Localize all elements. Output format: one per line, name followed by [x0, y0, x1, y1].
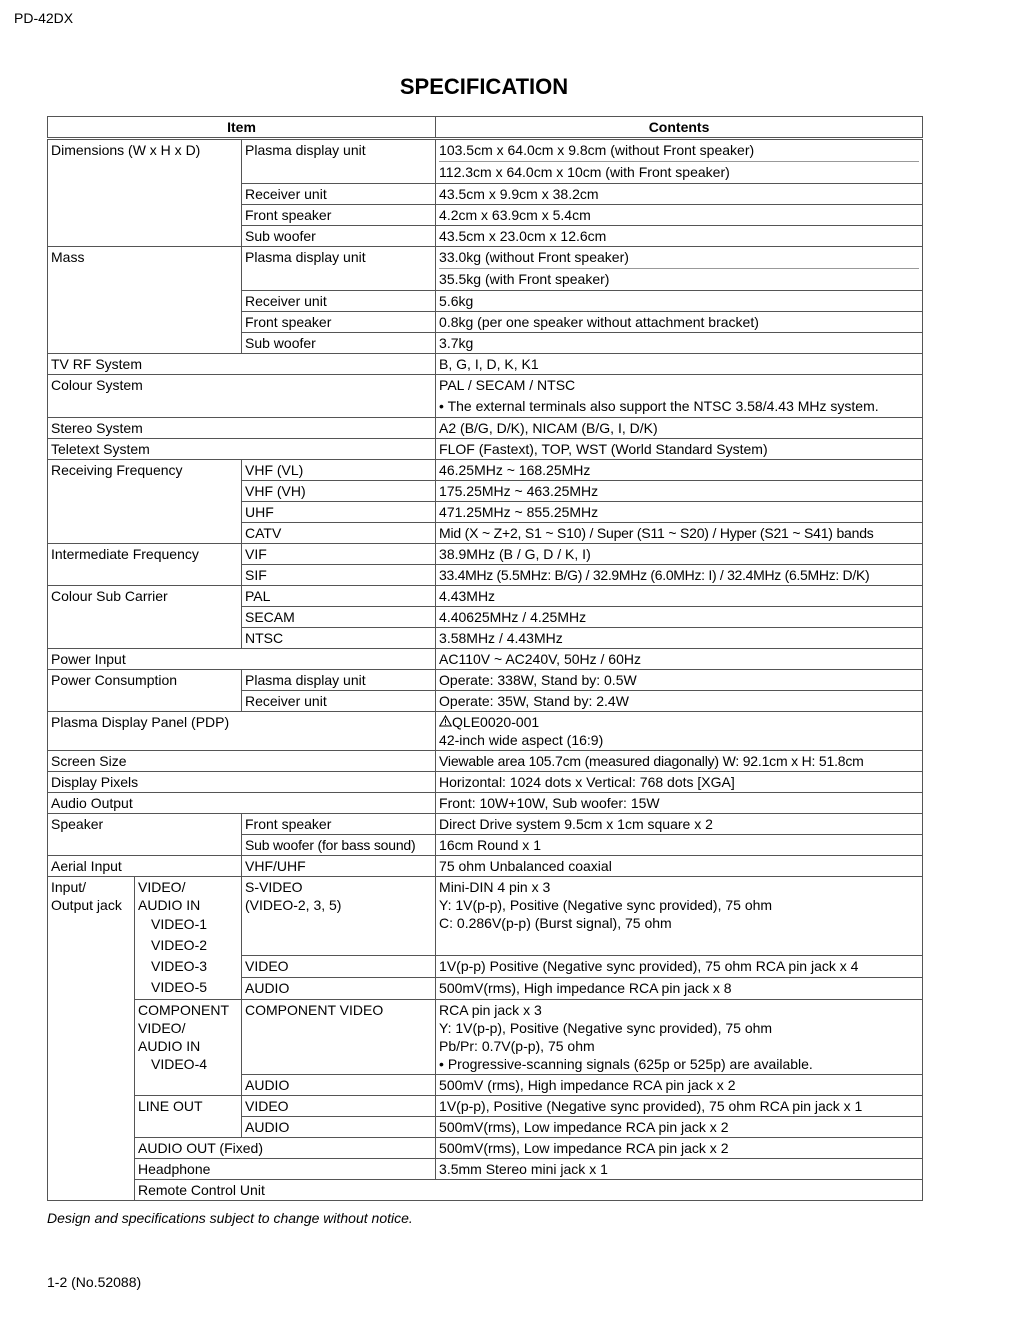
sub-label: COMPONENT VIDEO	[242, 1000, 436, 1075]
column-header-item: Item	[48, 117, 436, 139]
table-row	[48, 544, 923, 565]
value-cell: 3.58MHz / 4.43MHz	[436, 628, 923, 649]
table-row	[48, 751, 923, 772]
value-line: RCA pin jack x 3	[439, 1002, 542, 1018]
sub-label: Front speaker	[242, 205, 436, 226]
table-row	[48, 877, 923, 956]
sub-label: Plasma display unit	[242, 139, 436, 184]
value-line: 35.5kg (with Front speaker)	[439, 268, 919, 290]
sub-label: Front speaker	[242, 814, 436, 835]
sub-label: Sub woofer	[242, 333, 436, 354]
column-header-contents: Contents	[436, 117, 923, 139]
value-cell: 33.4MHz (5.5MHz: B/G) / 32.9MHz (6.0MHz: I) / 32.4MHz (6.5MHz: D/K)	[436, 565, 923, 586]
sub-label: Plasma display unit	[242, 247, 436, 291]
group-label: LINE OUT	[135, 1096, 242, 1138]
table-row	[48, 712, 923, 751]
value-cell: 38.9MHz (B / G, D / K, I)	[436, 544, 923, 565]
row-label: Stereo System	[48, 418, 436, 439]
row-label: Intermediate Frequency	[48, 544, 242, 586]
value-cell: FLOF (Fastext), TOP, WST (World Standard System)	[436, 439, 923, 460]
row-label: Receiving Frequency	[48, 460, 242, 544]
value-cell	[436, 877, 923, 956]
table-row	[48, 1096, 923, 1117]
value-cell: Operate: 338W, Stand by: 0.5W	[436, 670, 923, 691]
table-row	[48, 649, 923, 670]
row-label: Audio Output	[48, 793, 436, 814]
table-row	[48, 793, 923, 814]
group-label-line: VIDEO/	[138, 1020, 186, 1036]
group-label: AUDIO OUT (Fixed)	[135, 1138, 436, 1159]
table-row	[48, 586, 923, 607]
input-item: VIDEO-5	[151, 979, 208, 995]
value-line: Pb/Pr: 0.7V(p-p), 75 ohm	[439, 1038, 595, 1054]
value-cell	[436, 247, 923, 291]
value-cell	[436, 139, 923, 184]
value-cell: 471.25MHz ~ 855.25MHz	[436, 502, 923, 523]
sub-label: Receiver unit	[242, 184, 436, 205]
value-line: 33.0kg (without Front speaker)	[439, 249, 629, 265]
value-line: • The external terminals also support the NTSC 3.58/4.43 MHz system.	[439, 398, 879, 414]
value-line: C: 0.286V(p-p) (Burst signal), 75 ohm	[439, 915, 672, 931]
table-row	[48, 1138, 923, 1159]
table-row	[48, 139, 923, 184]
row-label: TV RF System	[48, 354, 436, 375]
specification-table	[47, 116, 923, 1201]
table-row	[48, 1180, 923, 1201]
sub-label: AUDIO	[242, 978, 436, 1000]
value-line: 112.3cm x 64.0cm x 10cm (with Front speaker)	[439, 161, 919, 183]
sub-label: Front speaker	[242, 312, 436, 333]
value-cell: 75 ohm Unbalanced coaxial	[436, 856, 923, 877]
value-cell: A2 (B/G, D/K), NICAM (B/G, I, D/K)	[436, 418, 923, 439]
sub-label: VIDEO	[242, 1096, 436, 1117]
value-cell: 5.6kg	[436, 291, 923, 312]
sub-label-line: (VIDEO-2, 3, 5)	[245, 897, 342, 913]
value-cell: 43.5cm x 9.9cm x 38.2cm	[436, 184, 923, 205]
row-label-line: Output jack	[51, 897, 122, 913]
row-label-line: Input/	[51, 879, 87, 895]
table-row	[48, 1000, 923, 1075]
value-cell: Direct Drive system 9.5cm x 1cm square x 2	[436, 814, 923, 835]
row-label: Teletext System	[48, 439, 436, 460]
value-cell: 1V(p-p) Positive (Negative sync provided), 75 ohm RCA pin jack x 4	[436, 956, 923, 978]
group-label-line: AUDIO IN	[138, 897, 201, 913]
value-cell: B, G, I, D, K, K1	[436, 354, 923, 375]
model-number: PD-42DX	[14, 10, 74, 26]
sub-label: PAL	[242, 586, 436, 607]
table-row	[48, 814, 923, 835]
value-cell: 500mV (rms), High impedance RCA pin jack x 2	[436, 1075, 923, 1096]
table-row	[48, 247, 923, 291]
value-cell: 175.25MHz ~ 463.25MHz	[436, 481, 923, 502]
table-row	[48, 354, 923, 375]
value-cell: Viewable area 105.7cm (measured diagonally) W: 92.1cm x H: 51.8cm	[436, 751, 923, 772]
sub-label: Receiver unit	[242, 691, 436, 712]
value-line: 103.5cm x 64.0cm x 9.8cm (without Front speaker)	[439, 142, 755, 158]
row-label: Plasma Display Panel (PDP)	[48, 712, 436, 751]
value-cell: 4.43MHz	[436, 586, 923, 607]
value-cell: Mid (X ~ Z+2, S1 ~ S10) / Super (S11 ~ S20) / Hyper (S21 ~ S41) bands	[436, 523, 923, 544]
table-row	[48, 1159, 923, 1180]
table-row	[48, 856, 923, 877]
sub-label: VIF	[242, 544, 436, 565]
row-label: Remote Control Unit	[135, 1180, 923, 1201]
value-line: 42-inch wide aspect (16:9)	[439, 732, 604, 748]
input-item: VIDEO-1	[151, 916, 208, 932]
value-cell: 3.7kg	[436, 333, 923, 354]
value-cell: 4.2cm x 63.9cm x 5.4cm	[436, 205, 923, 226]
value-cell: 500mV(rms), Low impedance RCA pin jack x 2	[436, 1138, 923, 1159]
sub-label: VHF/UHF	[242, 856, 436, 877]
value-cell	[436, 375, 923, 418]
row-label: Speaker	[48, 814, 242, 856]
row-label: Screen Size	[48, 751, 436, 772]
value-line: • Progressive-scanning signals (625p or 525p) are available.	[439, 1056, 813, 1072]
table-header-row	[48, 117, 923, 139]
sub-label: VHF (VL)	[242, 460, 436, 481]
sub-label: UHF	[242, 502, 436, 523]
input-item: VIDEO-3	[151, 958, 208, 974]
sub-label: AUDIO	[242, 1075, 436, 1096]
sub-label: VHF (VH)	[242, 481, 436, 502]
row-label: Display Pixels	[48, 772, 436, 793]
group-label	[135, 877, 242, 1000]
warning-triangle-icon	[439, 713, 452, 731]
row-label	[48, 877, 135, 1201]
group-label-line: AUDIO IN	[138, 1038, 201, 1054]
footnote: Design and specifications subject to change without notice.	[47, 1210, 413, 1226]
row-label: Colour Sub Carrier	[48, 586, 242, 649]
sub-label: Sub woofer	[242, 226, 436, 247]
row-label: Mass	[48, 247, 242, 354]
value-line: Mini-DIN 4 pin x 3	[439, 879, 551, 895]
row-label: Aerial Input	[48, 856, 242, 877]
group-label-line: VIDEO/	[138, 879, 186, 895]
value-cell: 43.5cm x 23.0cm x 12.6cm	[436, 226, 923, 247]
value-cell	[436, 712, 923, 751]
table-row	[48, 670, 923, 691]
row-label: Power Input	[48, 649, 436, 670]
sub-label: CATV	[242, 523, 436, 544]
sub-label: AUDIO	[242, 1117, 436, 1138]
table-row	[48, 439, 923, 460]
sub-label: NTSC	[242, 628, 436, 649]
value-cell: Horizontal: 1024 dots x Vertical: 768 dots [XGA]	[436, 772, 923, 793]
value-line: Y: 1V(p-p), Positive (Negative sync provided), 75 ohm	[439, 1020, 773, 1036]
value-cell: 3.5mm Stereo mini jack x 1	[436, 1159, 923, 1180]
value-cell: Operate: 35W, Stand by: 2.4W	[436, 691, 923, 712]
value-line: QLE0020-001	[452, 714, 540, 730]
table-row	[48, 772, 923, 793]
sub-label: VIDEO	[242, 956, 436, 978]
sub-label: SIF	[242, 565, 436, 586]
group-label: Headphone	[135, 1159, 436, 1180]
value-cell: 46.25MHz ~ 168.25MHz	[436, 460, 923, 481]
value-cell: 500mV(rms), High impedance RCA pin jack x 8	[436, 978, 923, 1000]
table-row	[48, 460, 923, 481]
sub-label: Plasma display unit	[242, 670, 436, 691]
sub-label: Receiver unit	[242, 291, 436, 312]
input-item: VIDEO-2	[151, 937, 208, 953]
group-label	[135, 1000, 242, 1096]
value-cell: 16cm Round x 1	[436, 835, 923, 856]
value-cell: 4.40625MHz / 4.25MHz	[436, 607, 923, 628]
row-label: Power Consumption	[48, 670, 242, 712]
page-title: SPECIFICATION	[399, 74, 569, 99]
value-cell	[436, 1000, 923, 1075]
value-cell: 500mV(rms), Low impedance RCA pin jack x 2	[436, 1117, 923, 1138]
input-item: VIDEO-4	[151, 1056, 208, 1072]
row-label: Colour System	[48, 375, 436, 418]
row-label: Dimensions (W x H x D)	[48, 139, 242, 247]
sub-label-line: S-VIDEO	[245, 879, 303, 895]
sub-label: SECAM	[242, 607, 436, 628]
value-line: Y: 1V(p-p), Positive (Negative sync provided), 75 ohm	[439, 897, 773, 913]
page-number: 1-2 (No.52088)	[47, 1274, 142, 1290]
value-line: PAL / SECAM / NTSC	[439, 377, 576, 393]
value-cell: Front: 10W+10W, Sub woofer: 15W	[436, 793, 923, 814]
value-cell: AC110V ~ AC240V, 50Hz / 60Hz	[436, 649, 923, 670]
group-label-line: COMPONENT	[138, 1002, 229, 1018]
table-row	[48, 375, 923, 418]
value-cell: 0.8kg (per one speaker without attachment bracket)	[436, 312, 923, 333]
sub-label	[242, 877, 436, 956]
value-cell: 1V(p-p), Positive (Negative sync provided), 75 ohm RCA pin jack x 1	[436, 1096, 923, 1117]
sub-label: Sub woofer (for bass sound)	[242, 835, 436, 856]
table-row	[48, 418, 923, 439]
